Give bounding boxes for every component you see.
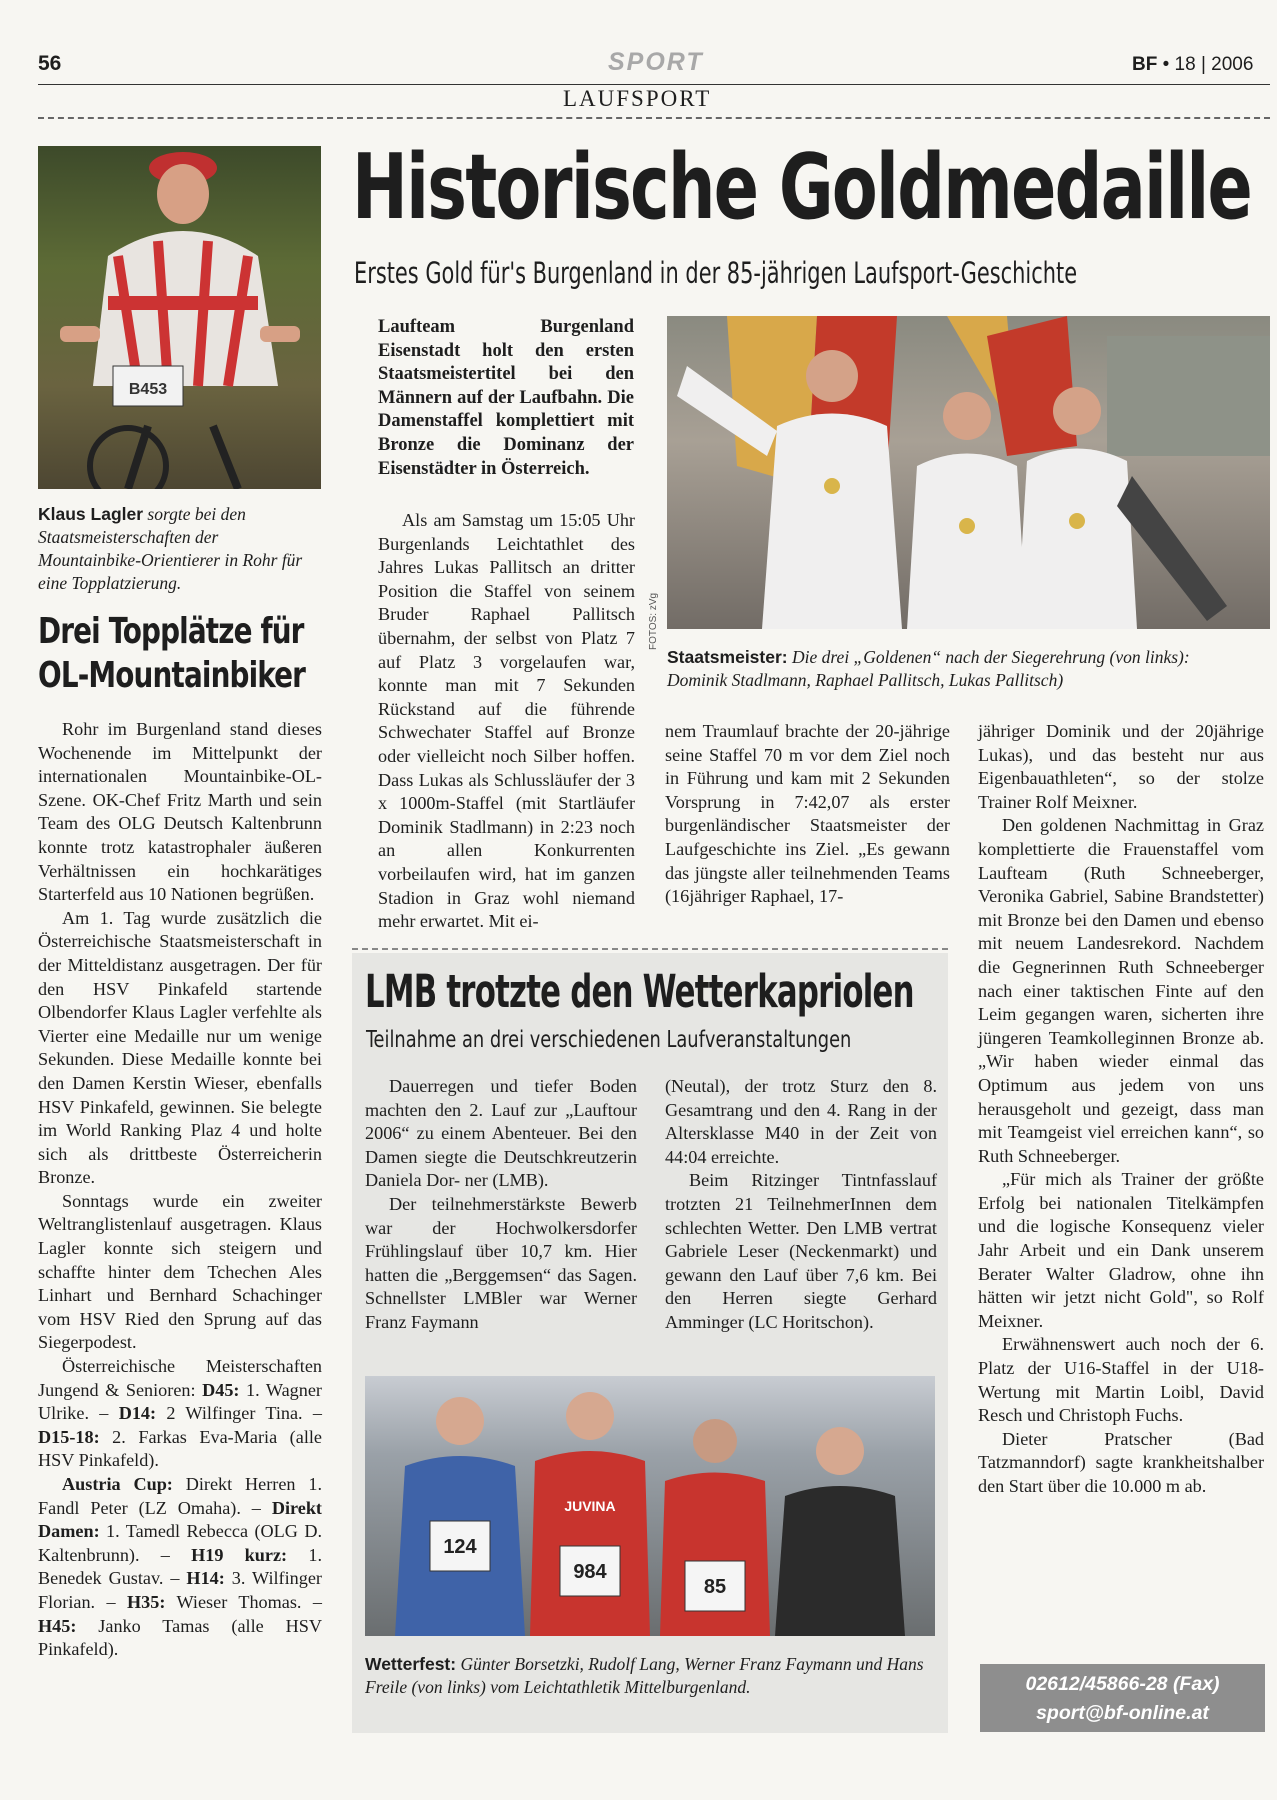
result-label: H35: [127,1591,166,1612]
staatsmeister-caption [667,646,1237,692]
publication-issue [1132,54,1253,76]
wetterfest-caption [365,1653,940,1699]
photo-credit: FOTOS: zVg [648,592,659,650]
cup-text: Direkt Herren 1. Fandl Peter (LZ Omaha). – [38,1474,322,1518]
main-paragraph: Den goldenen Nachmittag in Graz komplettierte die Frauenstaffel vom Laufteam (Ruth Schneeberger, Veronika Gabriel, Sabine Brandstetter) mit Bronze bei den Damen und ebenso mit neuem Landesrekord. Nachdem die Gegnerinnen Ruth Schneeberger nach einer taktischen Finte auf den Leim gegangen waren, sicherten ihre jüngeren Teamkolleginnen Bronze ab. „Wir haben wieder einmal das Optimum aus jedem von uns herausgeholt und gezeigt, dass man mit Teamgeist viel erreichen kann“, so Ruth Schneeberger. [978,815,1264,1166]
cup-label: Austria Cup: [62,1474,173,1494]
lmb-col2 [665,1075,937,1335]
caption-label: Staatsmeister: [667,647,788,667]
result-label: D14: [118,1403,157,1424]
podium-figures [667,316,1270,629]
ol-paragraph: Rohr im Burgenland stand dieses Wochenende im Mittelpunkt der internationalen Mountainbike-OL-Szene. OK-Chef Fritz Marth und sein Team des OLG Deutsch Kaltenbrunn konnte trotz katastrophaler äußeren Verhältnissen ein hochkarätiges Starterfeld aus 10 Nationen begrüßen. [38,719,322,905]
mountainbiker-caption [38,503,323,595]
publication-name: BF [1132,54,1158,75]
shirt-text: JUVINA [564,1498,616,1514]
page-number: 56 [38,52,62,75]
main-paragraph: Als am Samstag um 15:05 Uhr Burgenlands Leichtathlet des Jahres Lukas Pallitsch an dritter Position die Staffel von seinem Bruder Raphael Pallitsch übernahm, der selbst von Platz 7 auf Platz 3 vorgelaufen war, konnte man mit 7 Sekunden Rückstand auf die führende Schwechater Staffel auf Bronze oder vielleicht noch Silber hoffen. Dass Lukas als Schlussläufer der 3 x 1000m-Staffel (mit Startläufer Dominik Stadlmann) in 2:23 noch an allen Konkurrenten vorbeilaufen wird, hat im ganzen Stadion in Graz wohl niemand mehr erwartet. Mit ei- [378,510,635,932]
lmb-box [352,953,948,1733]
main-lead: Laufteam Burgenland Eisenstadt holt den ersten Staatsmeistertitel bei den Männern auf der Laufbahn. Die Damenstaffel komplettiert mit Bronze die Dominanz der Eisenstädter in Österreich. [378,317,634,479]
result-label: D15-18: [38,1426,100,1447]
result-text: Janko Tamas (alle HSV Pinkafeld). [38,1615,322,1660]
caption-text: Günter Borsetzki, Rudolf Lang, Werner Franz Faymann und Hans Freile (von links) vom Leichtathletik Mittelburgenland. [365,1654,924,1697]
result-label: H14: [186,1568,225,1589]
lmb-headline: LMB trotzte den Wetterkapriolen [365,965,914,1018]
section-title: SPORT [608,48,704,76]
main-paragraph: Dieter Pratscher (Bad Tatzmanndorf) sagte krankheitshalber den Start über die 10.000 m ab. [978,1428,1264,1496]
mountainbiker-photo [38,146,321,489]
main-paragraph: „Für mich als Trainer der größte Erfolg bei nationalen Titelkämpfen und die logische Konsequenz vieler Jahr Arbeit und ein Dank unserem Berater Walter Gladrow, ohne ihn hätten wir jetzt nicht Gold", so Rolf Meixner. [978,1169,1264,1331]
issue-number: • 18 | 2006 [1162,54,1254,75]
header-rule [38,84,1270,85]
main-subheadline: Erstes Gold für's Burgenland in der 85-jährigen Laufsport-Geschichte [354,256,1078,290]
result-text: 2 Wilfinger Tina. – [156,1403,322,1424]
caption-text: Die drei „Goldenen“ nach der Siegerehrung (von links): Dominik Stadlmann, Raphael Pallitsch, Lukas Pallitsch) [667,647,1190,690]
main-headline: Historische Goldmedaille [352,135,1252,240]
lmb-paragraph: Beim Ritzinger Tintnfasslauf trotzten 21 TeilnehmerInnen dem schlechten Wetter. Den LMB vertrat Gabriele Leser (Neckenmarkt) und gewann den Lauf über 7,6 km. Bei den Herren siegte Gerhard Amminger (LC Horitschon). [665,1170,937,1332]
ol-mountainbiker-headline: Drei Topplätze für OL-Mountainbiker [38,611,306,696]
bib-85: 85 [703,1576,727,1598]
wetterfest-photo [365,1376,935,1636]
lmb-paragraph: Der teilnehmerstärkste Bewerb war der Hochwolkersdorfer Frühlingslauf über 10,7 km. Hier hatten die „Berggemsen“ das Sagen. Schnellster LMBler war Werner Franz Faymann [365,1193,637,1332]
main-paragraph: nem Traumlauf brachte der 20-jährige seine Staffel 70 m vor dem Ziel noch in Führung und kam mit 2 Sekunden Vorsprung in 7:42,07 als erster burgenländischer Staatsmeister der Laufgeschichte ins Ziel. „Es gewann das jüngste aller teilnehmenden Teams (16jähriger Raphael, 17- [665,721,950,907]
bib-124: 124 [443,1536,477,1558]
result-text: 1. Tamedl Rebecca (OLG D. Kaltenbrunn). – [38,1521,322,1565]
header-dashed-rule [38,117,1270,119]
caption-name: Klaus Lagler [38,504,144,524]
result-label: H45: [38,1615,77,1636]
subsection-title: LAUFSPORT [563,86,712,111]
lmb-col1 [365,1075,637,1335]
lmb-paragraph: Dauerregen und tiefer Boden machten den 2. Lauf zur „Lauftour 2006“ zu einem Abenteuer. Bei den Damen siegte die Deutschkreutzerin Daniela Dor- ner (LMB). [365,1076,637,1191]
results-intro: Österreichische Meisterschaften Jungend & Senioren: [38,1356,322,1400]
caption-text: sorgte bei den Staatsmeisterschaften der Mountainbike-Orientierer in Rohr für eine Topplatzierung. [38,504,303,593]
lmb-subheadline: Teilnahme an drei verschiedenen Laufveranstaltungen [366,1027,852,1053]
ol-paragraph: Sonntags wurde ein zweiter Weltranglistenlauf ausgetragen. Klaus Lagler konnte sich steigern und schaffte hinter dem Tchechen Ales Linhart und Bernhard Schachinger vom HSV Ried den Sprung auf das Siegerpodest. [38,1190,322,1353]
ol-article-text [38,718,322,1662]
result-text: 2. Farkas Eva-Maria (alle HSV Pinkafeld). [38,1426,322,1471]
ol-paragraph: Am 1. Tag wurde zusätzlich die Österreichische Staatsmeisterschaft in der Mitteldistanz ausgetragen. Der für den HSV Pinkafeld startende Olbendorfer Klaus Lagler verfehlte als Vierter eine Medaille nur um wenige Sekunden. Diese Medaille konnte bei den Damen Kerstin Wieser, ebenfalls HSV Pinkafeld, gewinnen. Sie belegte im World Ranking Plaz 4 und holte sich als drittbeste Österreicherin Bronze. [38,907,322,1188]
main-paragraph: jähriger Dominik und der 20jährige Lukas), und das besteht nur aus Eigenbauathleten“, so der stolze Trainer Rolf Meixner. [978,721,1264,812]
caption-label: Wetterfest: [365,1654,457,1674]
contact-email[interactable]: sport@bf-online.at [1036,1702,1209,1724]
ol-paragraph [38,1473,322,1662]
box-dashed-rule [352,948,948,950]
result-label: D45: [202,1379,240,1400]
result-text: Wieser Thomas. – [165,1591,322,1612]
ol-paragraph [38,1355,322,1473]
main-paragraph: Erwähnenswert auch noch der 6. Platz der U16-Staffel in der U18-Wertung mit Martin Loibl, David Resch und Christoph Fuchs. [978,1334,1264,1426]
result-text: 3. Wilfinger Florian. – [38,1568,322,1612]
bib-984: 984 [573,1561,607,1583]
fax-number: 02612/45866-28 (Fax) [1025,1673,1220,1695]
runners-group [365,1376,935,1636]
main-article-col4 [978,720,1264,1499]
main-article-col3 [665,720,950,909]
contact-box [980,1664,1265,1732]
bib-number: B453 [128,381,168,398]
result-label: Direkt Damen: [38,1497,322,1542]
result-label: H19 kurz: [191,1544,288,1565]
result-text: 1. Wagner Ulrike. – [38,1379,322,1424]
staatsmeister-photo [667,316,1270,629]
cyclist-figure [38,146,321,489]
result-text: 1. Benedek Gustav. – [38,1544,322,1589]
main-article-col2 [378,509,635,934]
lmb-paragraph: (Neutal), der trotz Sturz den 8. Gesamtrang und den 4. Rang in der Altersklasse M40 in der Zeit von 44:04 erreichte. [665,1076,937,1167]
